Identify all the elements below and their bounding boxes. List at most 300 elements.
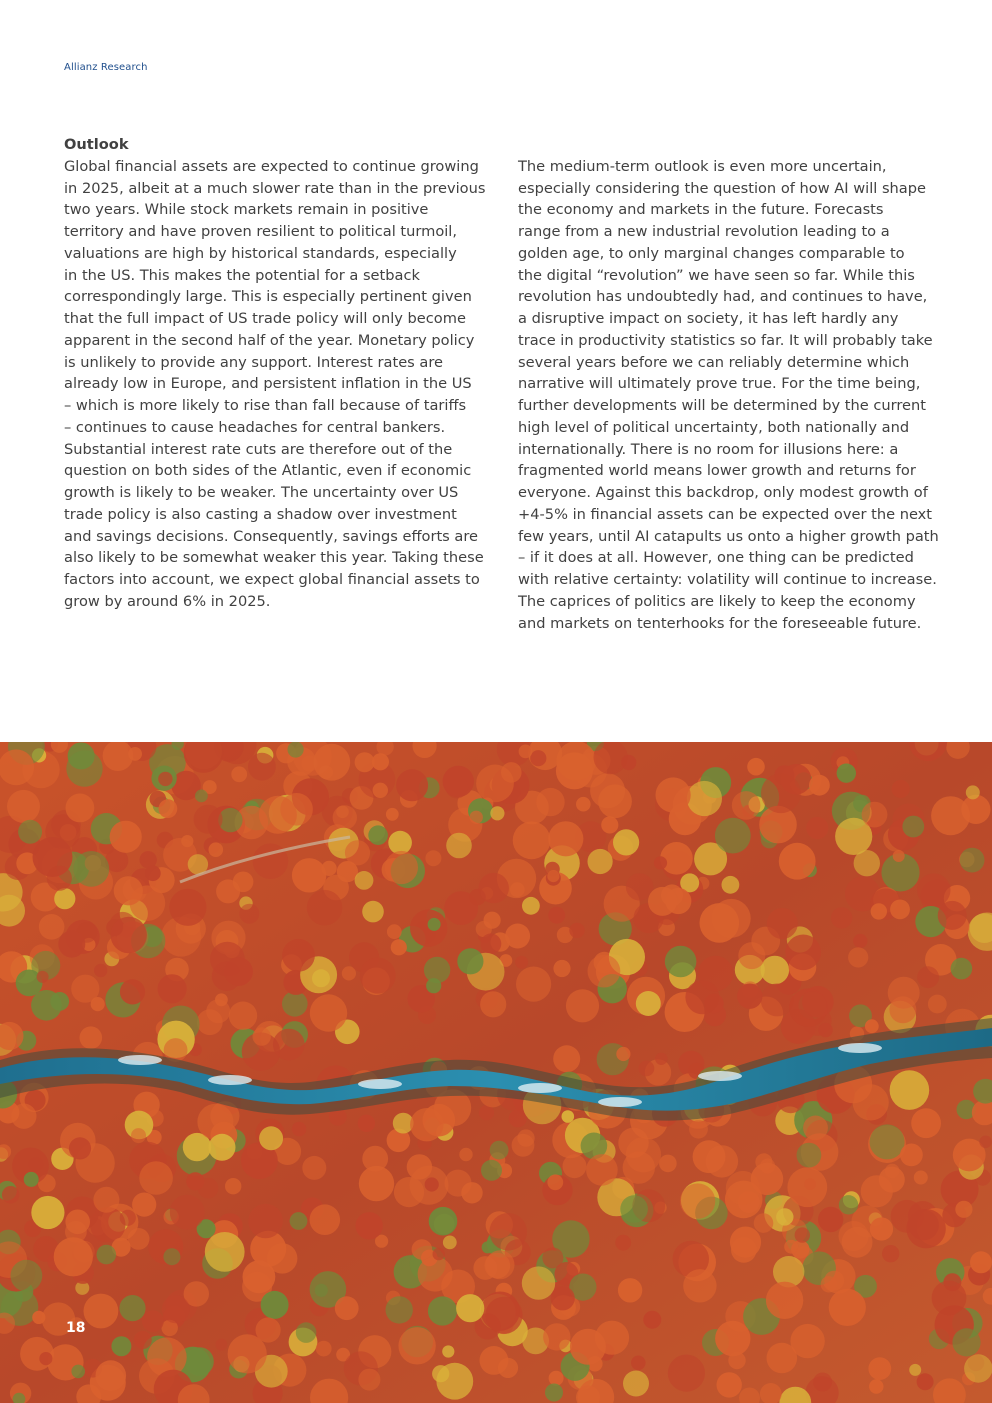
paragraph-line: The medium-term outlook is even more uncertain,: [518, 157, 887, 175]
tree-canopy: [542, 1247, 563, 1268]
tree-canopy: [130, 885, 166, 921]
tree-canopy: [97, 1245, 117, 1265]
tree-canopy: [290, 1212, 308, 1230]
tree-canopy: [490, 806, 504, 820]
tree-canopy: [39, 1352, 52, 1365]
tree-canopy: [2, 1186, 20, 1204]
tree-canopy: [253, 1027, 271, 1045]
tree-canopy: [551, 1286, 575, 1310]
tree-canopy: [355, 752, 375, 772]
tree-canopy: [566, 989, 599, 1022]
tree-canopy: [818, 1023, 832, 1037]
tree-canopy: [446, 833, 472, 859]
tree-canopy: [391, 939, 407, 955]
tree-canopy: [543, 1323, 570, 1350]
tree-canopy: [871, 903, 887, 919]
tree-canopy: [24, 1172, 39, 1187]
tree-canopy: [310, 994, 347, 1031]
tree-canopy: [158, 974, 187, 1003]
tree-canopy: [689, 1120, 708, 1139]
paragraph-line: in the US. This makes the potential for a setback: [64, 266, 420, 284]
tree-canopy: [870, 1217, 893, 1240]
tree-canopy: [931, 796, 970, 835]
tree-canopy: [292, 1122, 306, 1136]
tree-canopy: [900, 1144, 923, 1167]
tree-canopy: [73, 851, 109, 887]
tree-canopy: [829, 1289, 866, 1326]
tree-canopy: [315, 1284, 328, 1297]
paragraph-line: growth is likely to be weaker. The uncertainty over US: [64, 484, 459, 501]
paragraph-line: The caprices of politics are likely to keep the economy: [518, 592, 916, 610]
paragraph-line: is unlikely to provide any support. Interest rates are: [64, 353, 444, 371]
tree-canopy: [562, 1110, 575, 1123]
tree-canopy: [356, 1212, 383, 1239]
tree-canopy: [313, 744, 350, 781]
tree-canopy: [668, 1355, 705, 1392]
page-number: 18: [66, 1320, 86, 1336]
tree-canopy: [839, 1195, 858, 1214]
tree-canopy: [457, 948, 483, 974]
tree-canopy: [456, 1294, 484, 1322]
tree-canopy: [588, 955, 621, 988]
tree-canopy: [831, 907, 852, 928]
tree-canopy: [470, 811, 483, 824]
tree-canopy: [224, 957, 253, 986]
tree-canopy: [655, 1053, 667, 1065]
tree-canopy: [58, 931, 85, 958]
tree-canopy: [715, 1321, 750, 1356]
tree-canopy: [194, 805, 223, 834]
paragraph-line: – which is more likely to rise than fall because of tariffs: [64, 397, 467, 414]
tree-canopy: [516, 967, 551, 1002]
tree-canopy: [355, 871, 374, 890]
tree-canopy: [760, 1159, 775, 1174]
tree-canopy: [882, 1245, 899, 1262]
paragraph-line: apparent in the second half of the year. Monetary policy: [64, 331, 475, 349]
tree-canopy: [436, 1363, 473, 1400]
tree-canopy: [890, 1070, 930, 1110]
river-rapid: [598, 1097, 642, 1107]
river-rapid: [118, 1055, 162, 1065]
tree-canopy: [761, 956, 790, 985]
tree-canopy: [854, 850, 880, 876]
tree-canopy: [737, 984, 762, 1009]
tree-canopy: [442, 1345, 454, 1357]
tree-canopy: [932, 1281, 967, 1316]
tree-canopy: [761, 983, 794, 1016]
tree-canopy: [955, 1201, 972, 1218]
tree-canopy: [909, 1364, 921, 1376]
river-rapid: [838, 1043, 882, 1053]
tree-canopy: [837, 764, 856, 783]
tree-canopy: [93, 1187, 119, 1213]
tree-canopy: [358, 1369, 380, 1391]
tree-canopy: [181, 835, 193, 847]
left-column: [64, 134, 486, 613]
tree-canopy: [239, 904, 259, 924]
tree-canopy: [556, 742, 596, 781]
paragraph-line: and markets on tenterhooks for the foreseeable future.: [518, 614, 922, 632]
tree-canopy: [128, 747, 142, 761]
paragraph-line: factors into account, we expect global financial assets to: [64, 571, 480, 588]
tree-canopy: [428, 1296, 457, 1325]
paragraph-line: – if it does at all. However, one thing can be predicted: [518, 549, 914, 567]
tree-canopy: [134, 1331, 152, 1349]
tree-canopy: [233, 872, 254, 893]
tree-canopy: [360, 958, 396, 994]
tree-canopy: [893, 850, 905, 862]
tree-canopy: [139, 1161, 173, 1195]
tree-canopy: [659, 1155, 677, 1173]
tree-canopy: [519, 745, 533, 759]
tree-canopy: [443, 1236, 457, 1250]
tree-canopy: [11, 1104, 36, 1129]
tree-canopy: [892, 780, 910, 798]
tree-canopy: [618, 1278, 642, 1302]
tree-canopy: [32, 1311, 45, 1324]
tree-canopy: [410, 909, 447, 946]
paragraph-line: already low in Europe, and persistent inflation in the US: [64, 375, 472, 393]
tree-canopy: [665, 888, 691, 914]
tree-canopy: [18, 820, 42, 844]
tree-canopy: [616, 1047, 630, 1061]
tree-canopy: [960, 848, 985, 873]
tree-canopy: [110, 821, 142, 853]
tree-canopy: [292, 858, 326, 892]
paragraph-line: especially considering the question of how AI will shape: [518, 179, 926, 197]
tree-canopy: [248, 1204, 283, 1239]
tree-canopy: [613, 829, 639, 855]
tree-canopy: [412, 1239, 433, 1260]
tree-canopy: [700, 903, 740, 943]
paragraph-line: internationally. There is no room for illusions here: a: [518, 440, 899, 458]
tree-canopy: [598, 784, 632, 818]
tree-canopy: [50, 992, 69, 1011]
tree-canopy: [683, 1269, 716, 1302]
tree-canopy: [636, 991, 661, 1016]
tree-canopy: [205, 1232, 245, 1272]
tree-canopy: [91, 997, 105, 1011]
paragraph-line: correspondingly large. This is especially pertinent given: [64, 288, 472, 306]
paragraph-line: the digital “revolution” we have seen so far. While this: [518, 266, 915, 284]
tree-canopy: [11, 1260, 43, 1292]
tree-canopy: [296, 1322, 317, 1343]
tree-canopy: [824, 1271, 844, 1291]
paragraph-line: revolution has undoubtedly had, and continues to have,: [518, 288, 928, 306]
tree-canopy: [307, 890, 343, 926]
tree-canopy: [186, 1172, 204, 1190]
paragraph-line: +4-5% in financial assets can be expected over the next: [518, 505, 933, 523]
paragraph-line: a disruptive impact on society, it has left hardly any: [518, 310, 899, 327]
tree-canopy: [549, 1371, 564, 1386]
tree-canopy: [754, 1213, 774, 1233]
river-rapid: [698, 1071, 742, 1081]
tree-canopy: [890, 900, 910, 920]
tree-canopy: [66, 794, 95, 823]
tree-canopy: [479, 873, 509, 903]
tree-canopy: [96, 1360, 127, 1391]
tree-canopy: [869, 1379, 883, 1393]
tree-canopy: [162, 1295, 190, 1323]
tree-canopy: [288, 742, 304, 758]
tree-canopy: [386, 1296, 413, 1323]
paragraph-line: grow by around 6% in 2025.: [64, 592, 271, 610]
tree-canopy: [623, 1371, 649, 1397]
tree-canopy: [902, 816, 924, 838]
tree-canopy: [803, 1116, 828, 1141]
river-rapid: [358, 1079, 402, 1089]
tree-canopy: [429, 1207, 458, 1236]
tree-canopy: [517, 1129, 534, 1146]
tree-canopy: [71, 1365, 85, 1379]
tree-canopy: [547, 1174, 563, 1190]
tree-canopy: [362, 1146, 388, 1172]
paragraph-line: further developments will be determined by the current: [518, 397, 926, 414]
tree-canopy: [979, 1136, 992, 1149]
tree-canopy: [159, 799, 178, 818]
tree-canopy: [776, 1208, 793, 1225]
tree-canopy: [623, 1151, 655, 1183]
tree-canopy: [47, 866, 72, 891]
tree-canopy: [548, 821, 583, 856]
tree-canopy: [373, 783, 388, 798]
tree-canopy: [225, 1178, 241, 1194]
tree-canopy: [842, 1227, 873, 1258]
tree-canopy: [481, 1160, 502, 1181]
tree-canopy: [505, 924, 530, 949]
tree-canopy: [443, 766, 474, 797]
tree-canopy: [418, 1257, 453, 1292]
tree-canopy: [280, 793, 313, 826]
tree-canopy: [818, 1207, 843, 1232]
tree-canopy: [547, 870, 559, 882]
tree-canopy: [479, 1105, 494, 1120]
paragraph-line: Substantial interest rate cuts are therefore out of the: [64, 440, 453, 458]
tree-canopy: [917, 1373, 934, 1390]
tree-canopy: [620, 1195, 648, 1223]
tree-canopy: [145, 865, 161, 881]
tree-canopy: [482, 1241, 494, 1253]
tree-canopy: [515, 956, 528, 969]
tree-canopy: [588, 849, 613, 874]
tree-canopy: [66, 750, 102, 786]
tree-canopy: [698, 956, 733, 991]
tree-canopy: [195, 790, 208, 803]
tree-canopy: [407, 1154, 432, 1179]
tree-canopy: [316, 1341, 332, 1357]
paragraph-line: fragmented world means lower growth and returns for: [518, 462, 916, 480]
tree-canopy: [522, 1266, 555, 1299]
tree-canopy: [522, 897, 540, 915]
tree-canopy: [914, 1171, 928, 1185]
column-spacer: [518, 134, 930, 156]
tree-canopy: [372, 753, 389, 770]
tree-canopy: [65, 1210, 90, 1235]
tree-canopy: [310, 1204, 341, 1235]
paragraph-line: several years before we can reliably determine which: [518, 353, 910, 371]
tree-canopy: [536, 788, 564, 816]
tree-canopy: [787, 1167, 827, 1207]
tree-canopy: [928, 995, 947, 1014]
tree-canopy: [785, 935, 821, 971]
tree-canopy: [813, 1373, 832, 1392]
tree-canopy: [426, 978, 441, 993]
tree-canopy: [39, 914, 65, 940]
tree-canopy: [569, 923, 584, 938]
tree-canopy: [80, 1026, 103, 1049]
tree-canopy: [209, 1134, 236, 1161]
tree-canopy: [229, 1002, 257, 1030]
tree-canopy: [142, 1310, 164, 1332]
river-rapid: [518, 1083, 562, 1093]
tree-canopy: [253, 843, 289, 879]
paragraph-line: territory and have proven resilient to political turmoil,: [64, 223, 457, 240]
tree-canopy: [615, 1235, 631, 1251]
tree-canopy: [779, 843, 816, 880]
tree-canopy: [485, 1297, 522, 1334]
tree-canopy: [197, 1009, 223, 1035]
tree-canopy: [387, 924, 402, 939]
tree-canopy: [54, 888, 75, 909]
tree-canopy: [37, 971, 49, 983]
tree-canopy: [730, 1227, 761, 1258]
tree-canopy: [964, 1354, 992, 1382]
tree-canopy: [368, 825, 388, 845]
tree-canopy: [261, 1291, 289, 1319]
tree-canopy: [530, 750, 546, 766]
paragraph-line: everyone. Against this backdrop, only modest growth of: [518, 484, 928, 501]
tree-canopy: [767, 1343, 798, 1374]
tree-canopy: [601, 816, 618, 833]
tree-canopy: [553, 960, 570, 977]
tree-canopy: [802, 986, 834, 1018]
paragraph-line: question on both sides of the Atlantic, even if economic: [64, 462, 472, 480]
tree-canopy: [865, 1019, 879, 1033]
paragraph-line: and savings decisions. Consequently, savings efforts are: [64, 527, 479, 545]
tree-canopy: [131, 1128, 146, 1143]
tree-canopy: [302, 1156, 326, 1180]
tree-canopy: [868, 1357, 891, 1380]
tree-canopy: [862, 802, 888, 828]
tree-canopy: [388, 831, 412, 855]
tree-canopy: [545, 1384, 563, 1402]
tree-canopy: [489, 1213, 527, 1251]
river-rapid: [208, 1075, 252, 1085]
tree-canopy: [747, 758, 765, 776]
tree-canopy: [687, 781, 722, 816]
tree-canopy: [335, 1296, 359, 1320]
tree-canopy: [7, 790, 40, 823]
tree-canopy: [358, 1115, 375, 1132]
tree-canopy: [970, 1251, 992, 1273]
tree-canopy: [94, 964, 107, 977]
tree-canopy: [248, 753, 276, 781]
tree-canopy: [717, 1372, 742, 1397]
paragraph-line: golden age, to only marginal changes comparable to: [518, 244, 905, 262]
tree-canopy: [398, 1327, 435, 1364]
tree-canopy: [766, 1282, 803, 1319]
tree-canopy: [132, 1193, 156, 1217]
tree-canopy: [119, 1295, 145, 1321]
paragraph-line: few years, until AI catapults us onto a higher growth path: [518, 527, 939, 545]
tree-canopy: [484, 1253, 510, 1279]
tree-canopy: [889, 996, 916, 1023]
paragraph-line: trace in productivity statistics so far. It will probably take: [518, 331, 933, 349]
tree-canopy: [259, 1126, 283, 1150]
tree-canopy: [726, 1171, 760, 1205]
paragraph-line: the economy and markets in the future. Forecasts: [518, 201, 884, 219]
tree-canopy: [425, 850, 441, 866]
tree-canopy: [563, 1154, 587, 1178]
tree-canopy: [586, 1154, 618, 1186]
tree-canopy: [654, 856, 667, 869]
tree-canopy: [336, 806, 349, 819]
paragraph-line: range from a new industrial revolution leading to a: [518, 223, 890, 240]
tree-canopy: [282, 939, 315, 972]
paragraph-line: narrative will ultimately prove true. For the time being,: [518, 375, 921, 393]
tree-canopy: [861, 1175, 893, 1207]
tree-canopy: [548, 907, 565, 924]
tree-canopy: [885, 1164, 900, 1179]
tree-canopy: [345, 840, 370, 865]
paragraph-line: that the full impact of US trade policy will only become: [64, 310, 466, 327]
paragraph-line: trade policy is also casting a shadow over investment: [64, 505, 457, 523]
tree-canopy: [870, 1124, 905, 1159]
tree-canopy: [84, 1294, 119, 1329]
tree-canopy: [481, 933, 502, 954]
tree-canopy: [853, 934, 867, 948]
tree-canopy: [917, 873, 950, 906]
paragraph-line: two years. While stock markets remain in positive: [64, 201, 429, 219]
tree-canopy: [256, 1317, 281, 1342]
tree-canopy: [69, 1137, 91, 1159]
paragraph-line: valuations are high by historical standards, especially: [64, 244, 457, 262]
tree-canopy: [170, 1195, 205, 1230]
tree-canopy: [722, 876, 740, 894]
tree-canopy: [576, 797, 591, 812]
paragraph-line: in 2025, albeit at a much slower rate than in the previous: [64, 179, 486, 197]
tree-canopy: [656, 777, 691, 812]
tree-canopy: [428, 918, 441, 931]
tree-canopy: [215, 1339, 227, 1351]
tree-canopy: [231, 766, 247, 782]
tree-canopy: [120, 979, 145, 1004]
tree-canopy: [911, 1108, 941, 1138]
tree-canopy: [795, 1227, 810, 1242]
tree-canopy: [461, 1182, 482, 1203]
tree-canopy: [480, 991, 506, 1017]
header-title: Allianz Research: [64, 62, 148, 73]
right-column: [518, 134, 939, 634]
tree-canopy: [951, 958, 973, 980]
section-heading: Outlook: [64, 136, 129, 153]
tree-canopy: [163, 1248, 180, 1265]
tree-canopy: [728, 1352, 745, 1369]
tree-canopy: [209, 842, 224, 857]
paragraph-line: high level of political uncertainty, both nationally and: [518, 418, 910, 436]
tree-canopy: [425, 1177, 439, 1191]
tree-canopy: [476, 765, 514, 803]
tree-canopy: [767, 908, 798, 939]
paragraph-line: Global financial assets are expected to continue growing: [64, 157, 479, 175]
tree-canopy: [31, 1196, 64, 1229]
tree-canopy: [909, 1210, 939, 1240]
tree-canopy: [917, 966, 939, 988]
tree-canopy: [761, 773, 801, 813]
tree-canopy: [938, 901, 967, 930]
paragraph-line: also likely to be somewhat weaker this year. Taking these: [64, 549, 484, 567]
tree-canopy: [848, 947, 868, 967]
